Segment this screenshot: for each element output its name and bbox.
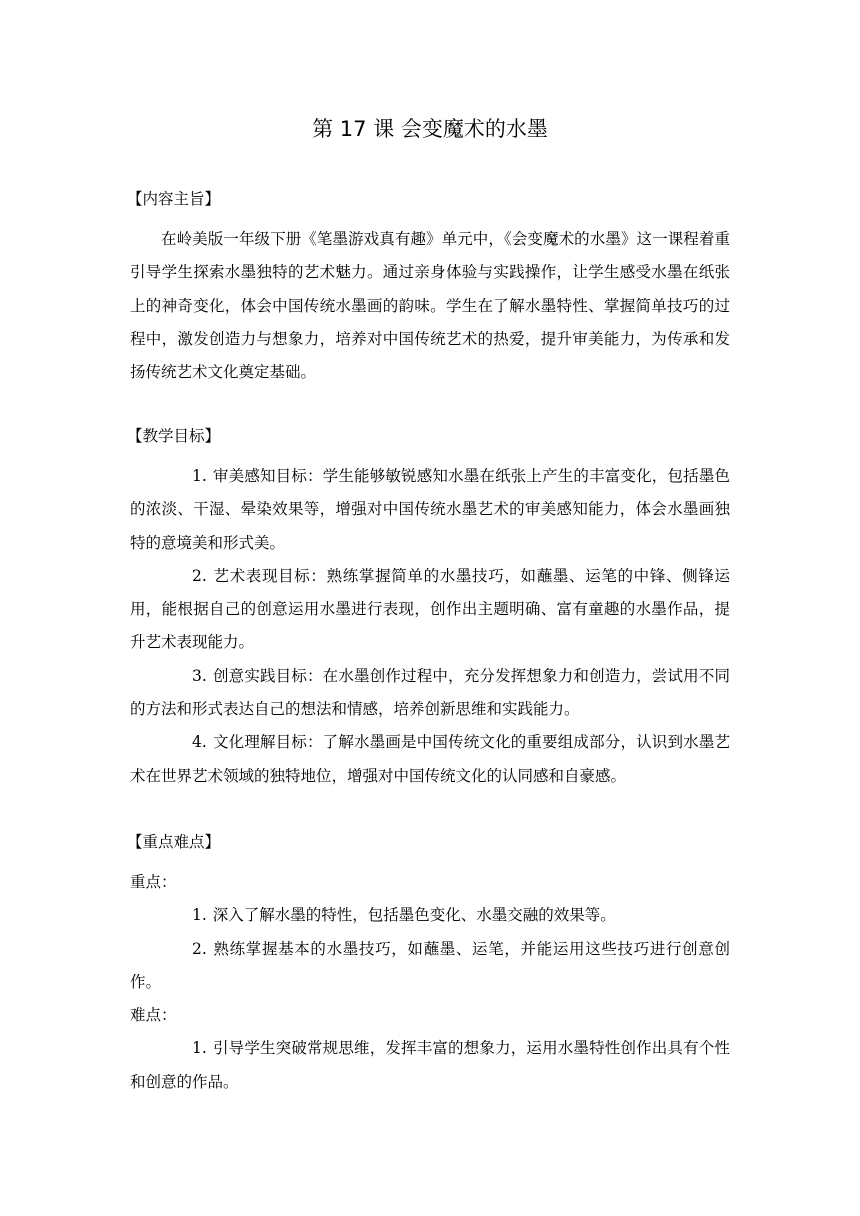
key-points-section bbox=[127, 831, 730, 1099]
goal-text: 审美感知目标：学生能够敏锐感知水墨在纸张上产生的丰富变化，包括墨色的浓淡、干湿、晕染效果等，增强对中国传统水墨艺术的审美感知能力，体会水墨画独特的意境美和形式美。 bbox=[130, 467, 730, 552]
goal-item bbox=[130, 460, 730, 560]
teaching-goals-section bbox=[127, 425, 730, 793]
goal-text: 文化理解目标：了解水墨画是中国传统文化的重要组成部分，认识到水墨艺术在世界艺术领域的独特地位，增强对中国传统文化的认同感和自豪感。 bbox=[130, 733, 730, 785]
goal-text: 创意实践目标：在水墨创作过程中，充分发挥想象力和创造力，尝试用不同的方法和形式表达自己的想法和情感，培养创新思维和实践能力。 bbox=[130, 666, 730, 719]
lesson-title: 第 17 课 会变魔术的水墨 bbox=[312, 117, 548, 141]
goal-text: 艺术表现目标：熟练掌握简单的水墨技巧，如蘸墨、运笔的中锋、侧锋运用，能根据自己的创意运用水墨进行表现，创作出主题明确、富有童趣的水墨作品，提升艺术表现能力。 bbox=[130, 566, 730, 652]
content-purpose-section bbox=[127, 188, 730, 389]
goal-item bbox=[130, 726, 730, 793]
content-purpose-heading: 【内容主旨】 bbox=[127, 190, 221, 208]
goal-item bbox=[130, 560, 730, 660]
difficulty-item bbox=[130, 1032, 730, 1099]
focus-number: 1. bbox=[192, 906, 207, 925]
focus-number: 2. bbox=[192, 939, 207, 958]
difficulty-label: 难点： bbox=[130, 1006, 177, 1025]
goal-item bbox=[130, 660, 730, 727]
focus-text: 深入了解水墨的特性，包括墨色变化、水墨交融的效果等。 bbox=[212, 906, 616, 925]
focus-text: 熟练掌握基本的水墨技巧，如蘸墨、运笔，并能运用这些技巧进行创意创作。 bbox=[130, 939, 730, 991]
teaching-goals-list bbox=[130, 460, 730, 793]
focus-item bbox=[130, 933, 730, 1000]
key-points-heading: 【重点难点】 bbox=[127, 833, 221, 851]
goal-number: 2. bbox=[192, 566, 207, 585]
focus-label: 重点： bbox=[130, 873, 177, 891]
content-purpose-paragraph: 在岭美版一年级下册《笔墨游戏真有趣》单元中，《会变魔术的水墨》这一课程着重引导学生探索水墨独特的艺术魅力。通过亲身体验与实践操作，让学生感受水墨在纸张上的神奇变化，体会中国传统水墨画的韵味。学生在了解水墨特性、掌握简单技巧的过程中，激发创造力与想象力，培养对中国传统艺术的热爱，提升审美能力，为传承和发扬传统艺术文化奠定基础。 bbox=[130, 230, 730, 382]
difficulty-number: 1. bbox=[192, 1039, 207, 1058]
teaching-goals-heading: 【教学目标】 bbox=[127, 427, 221, 445]
difficulty-list bbox=[130, 1032, 730, 1099]
goal-number: 4. bbox=[192, 733, 207, 752]
goal-number: 1. bbox=[192, 467, 207, 485]
goal-number: 3. bbox=[192, 666, 207, 685]
focus-item bbox=[130, 899, 730, 932]
focus-list bbox=[130, 899, 730, 999]
difficulty-text: 引导学生突破常规思维，发挥丰富的想象力，运用水墨特性创作出具有个性和创意的作品。 bbox=[130, 1039, 730, 1091]
